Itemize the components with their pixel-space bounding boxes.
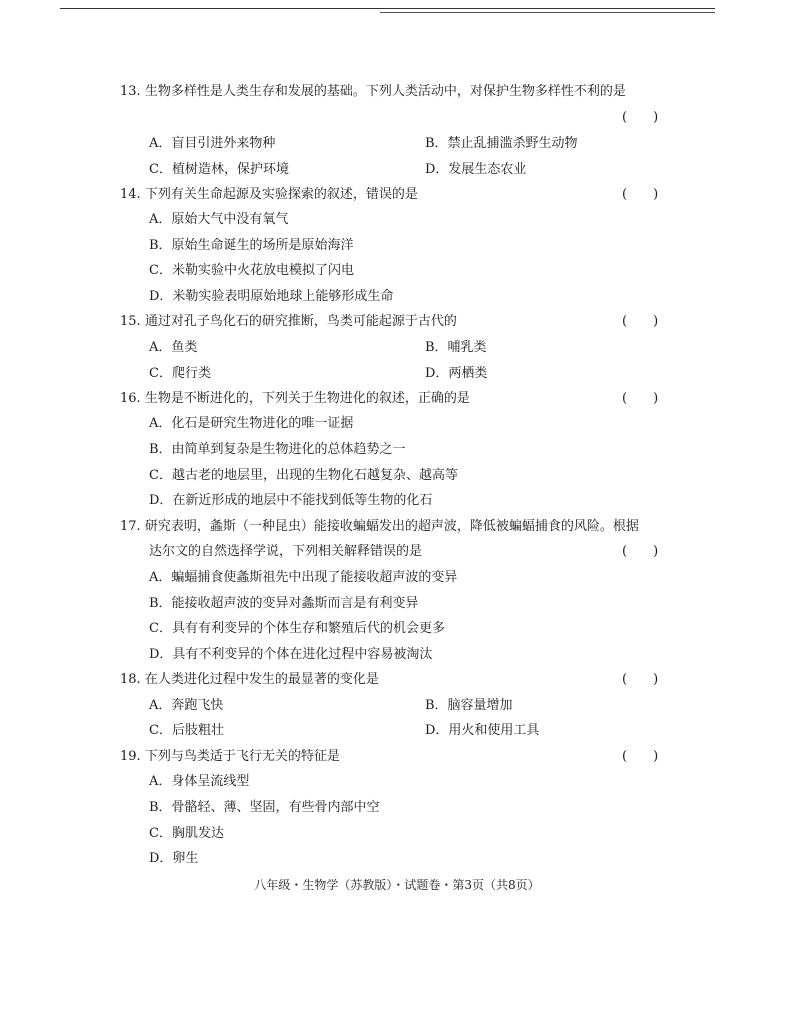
option-d[interactable]: D．在新近形成的地层中不能找到低等生物的化石	[149, 493, 433, 508]
question-17-stem	[120, 519, 639, 535]
option-a[interactable]: A．身体呈流线型	[149, 774, 250, 789]
answer-blank[interactable]: ( )	[622, 314, 659, 329]
option-c[interactable]: C．越古老的地层里，出现的生物化石越复杂、越高等	[149, 468, 458, 483]
option-a[interactable]: A．鱼类	[149, 340, 198, 355]
question-number: 16.	[120, 391, 141, 406]
option-a[interactable]: A．原始大气中没有氧气	[149, 212, 289, 227]
option-c[interactable]: C．植树造林，保护环境	[149, 162, 289, 177]
option-b[interactable]: B．骨骼轻、薄、坚固，有些骨内部中空	[149, 800, 380, 815]
question-15-stem	[120, 314, 457, 330]
option-b[interactable]: B．脑容量增加	[425, 698, 513, 713]
question-number: 18.	[120, 672, 141, 687]
question-text: 下列有关生命起源及实验探索的叙述，错误的是	[144, 187, 418, 202]
question-13-stem	[120, 84, 626, 100]
question-number: 17.	[120, 519, 141, 534]
question-text: 通过对孔子鸟化石的研究推断，鸟类可能起源于古代的	[144, 314, 457, 329]
option-c[interactable]: C．爬行类	[149, 366, 211, 381]
question-text: 生物多样性是人类生存和发展的基础。下列人类活动中，对保护生物多样性不利的是	[144, 84, 626, 99]
question-text: 下列与鸟类适于飞行无关的特征是	[144, 749, 340, 764]
option-a[interactable]: A．盲目引进外来物种	[149, 136, 276, 151]
question-text: 生物是不断进化的，下列关于生物进化的叙述，正确的是	[144, 391, 470, 406]
answer-blank[interactable]: ( )	[622, 749, 659, 764]
question-number: 14.	[120, 187, 141, 202]
option-d[interactable]: D．卵生	[149, 851, 199, 866]
question-number: 15.	[120, 314, 141, 329]
answer-blank[interactable]: ( )	[622, 110, 659, 125]
question-16-stem	[120, 391, 470, 407]
answer-blank[interactable]: ( )	[622, 187, 659, 202]
top-border-line-secondary	[380, 12, 715, 13]
option-b[interactable]: B．能接收超声波的变异对螽斯而言是有利变异	[149, 596, 419, 611]
option-d[interactable]: D．米勒实验表明原始地球上能够形成生命	[149, 289, 394, 304]
answer-blank[interactable]: ( )	[622, 544, 659, 559]
option-a[interactable]: A．奔跑飞快	[149, 698, 224, 713]
option-b[interactable]: B．由简单到复杂是生物进化的总体趋势之一	[149, 442, 406, 457]
option-a[interactable]: A．化石是研究生物进化的唯一证据	[149, 416, 354, 431]
option-c[interactable]: C．后肢粗壮	[149, 723, 224, 738]
option-c[interactable]: C．具有有利变异的个体生存和繁殖后代的机会更多	[149, 621, 445, 636]
option-b[interactable]: B．哺乳类	[425, 340, 487, 355]
question-19-stem	[120, 749, 340, 765]
question-text: 在人类进化过程中发生的最显著的变化是	[144, 672, 379, 687]
option-d[interactable]: D．发展生态农业	[425, 162, 527, 177]
question-18-stem	[120, 672, 379, 688]
question-text: 研究表明，螽斯（一种昆虫）能接收蝙蝠发出的超声波，降低被蝙蝠捕食的风险。根据	[144, 519, 639, 534]
option-c[interactable]: C．胸肌发达	[149, 826, 224, 841]
question-14-stem	[120, 187, 418, 203]
option-b[interactable]: B．原始生命诞生的场所是原始海洋	[149, 238, 354, 253]
question-number: 19.	[120, 749, 141, 764]
option-d[interactable]: D．具有不利变异的个体在进化过程中容易被淘汰	[149, 647, 433, 662]
answer-blank[interactable]: ( )	[622, 391, 659, 406]
question-number: 13.	[120, 84, 141, 99]
option-a[interactable]: A．蝙蝠捕食使螽斯祖先中出现了能接收超声波的变异	[149, 570, 458, 585]
top-border-line	[60, 8, 715, 9]
option-d[interactable]: D．用火和使用工具	[425, 723, 540, 738]
option-c[interactable]: C．米勒实验中火花放电模拟了闪电	[149, 263, 354, 278]
question-17-stem-continued: 达尔文的自然选择学说，下列相关解释错误的是	[149, 544, 423, 559]
page-footer: 八年级・生物学（苏教版）・试题卷・第3页（共8页）	[254, 878, 540, 892]
option-d[interactable]: D．两栖类	[425, 366, 488, 381]
answer-blank[interactable]: ( )	[622, 672, 659, 687]
option-b[interactable]: B．禁止乱捕滥杀野生动物	[425, 136, 578, 151]
